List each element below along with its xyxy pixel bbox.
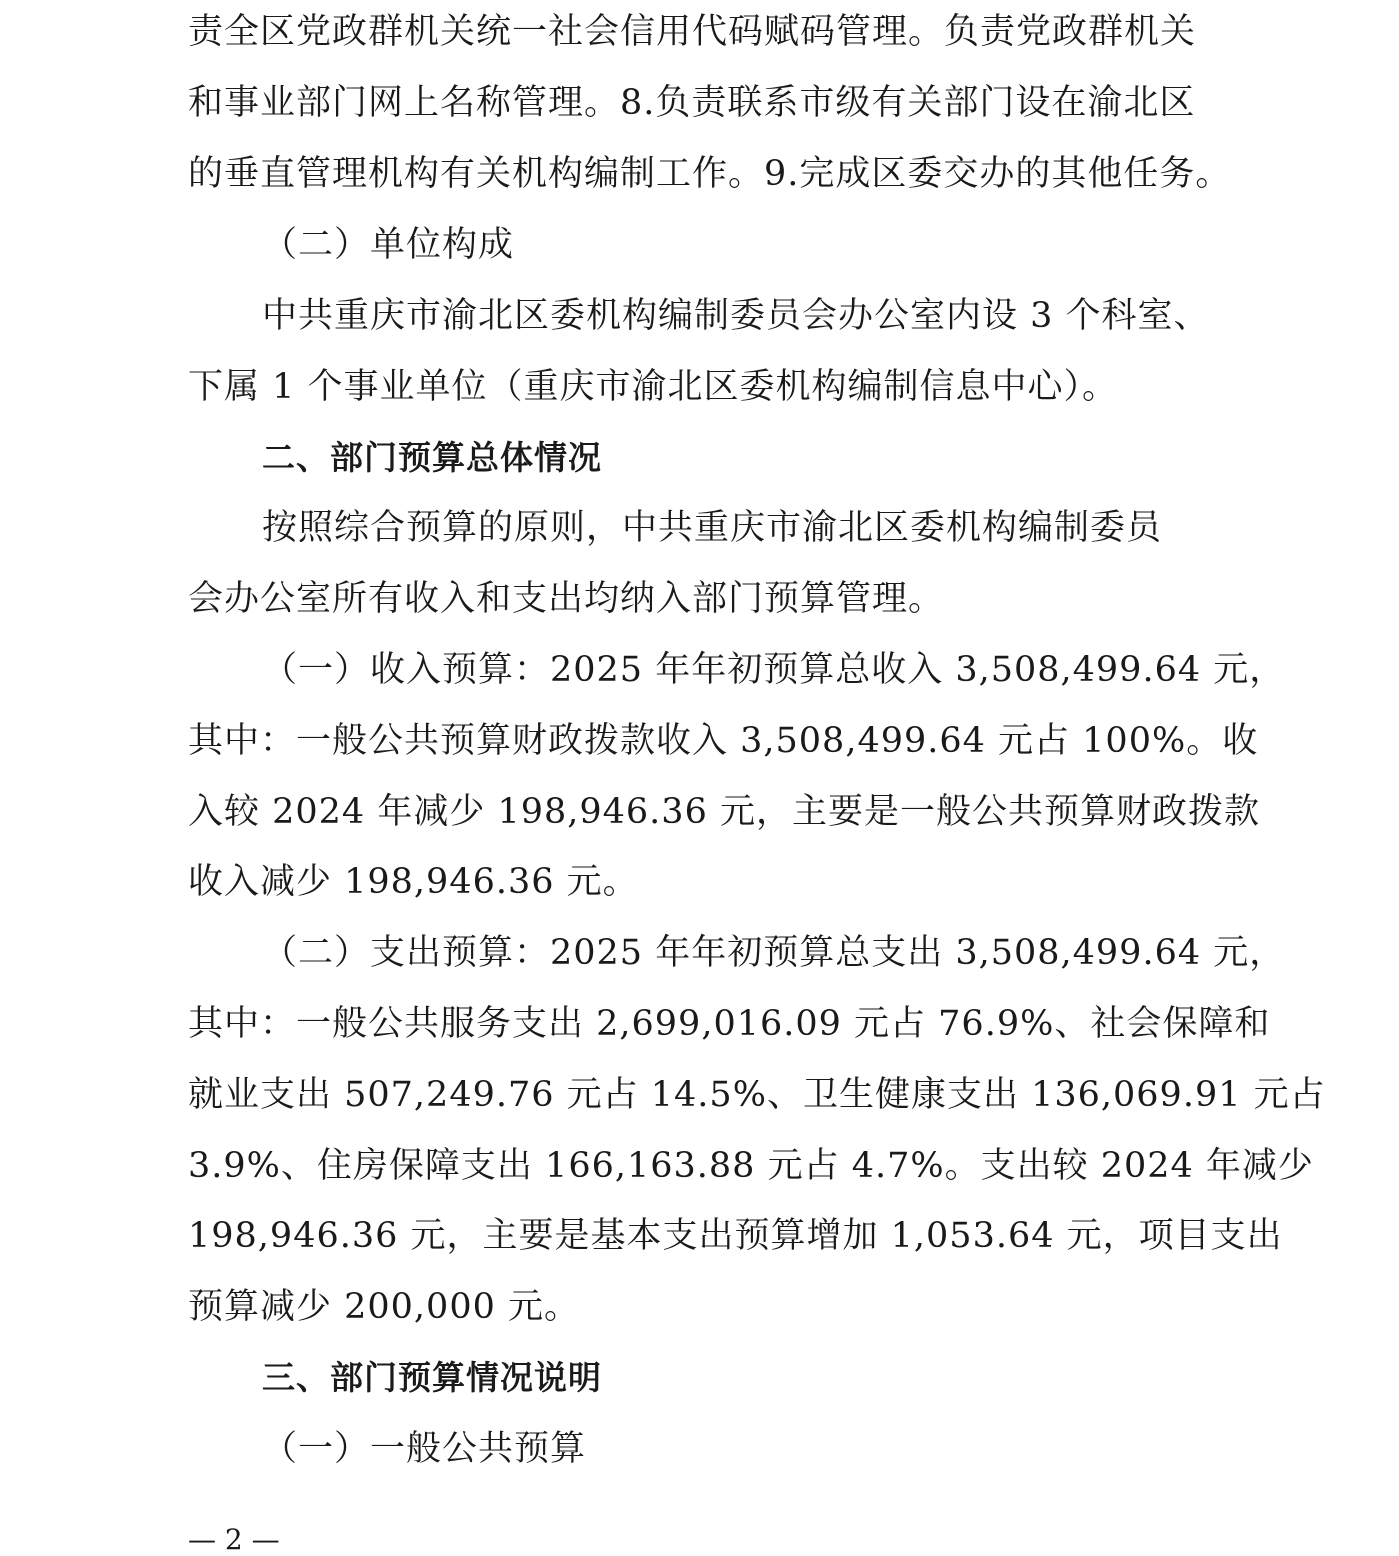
paragraph-line: 3.9%、住房保障支出 166,163.88 元占 4.7%。支出较 2024 年减少: [188, 1146, 1314, 1186]
paragraph-line: 下属 1 个事业单位（重庆市渝北区委机构编制信息中心）。: [188, 367, 1119, 407]
section-subheading: （二）单位构成: [262, 225, 515, 265]
paragraph-line: （二）支出预算：2025 年年初预算总支出 3,508,499.64 元，: [262, 933, 1286, 973]
section-subheading: （一）一般公共预算: [262, 1429, 587, 1469]
paragraph-line: 和事业部门网上名称管理。8.负责联系市级有关部门设在渝北区: [188, 83, 1196, 123]
paragraph-line: 其中：一般公共预算财政拨款收入 3,508,499.64 元占 100%。收: [188, 721, 1259, 761]
paragraph-line: 收入减少 198,946.36 元。: [188, 862, 639, 902]
paragraph-line: 中共重庆市渝北区委机构编制委员会办公室内设 3 个科室、: [262, 296, 1210, 336]
paragraph-line: 按照综合预算的原则，中共重庆市渝北区委机构编制委员: [262, 508, 1163, 548]
paragraph-line: 就业支出 507,249.76 元占 14.5%、卫生健康支出 136,069.91 元占: [188, 1075, 1326, 1115]
paragraph-line: 会办公室所有收入和支出均纳入部门预算管理。: [188, 579, 945, 619]
paragraph-line: 的垂直管理机构有关机构编制工作。9.完成区委交办的其他任务。: [188, 154, 1232, 194]
paragraph-line: 预算减少 200,000 元。: [188, 1287, 580, 1327]
paragraph-line: 入较 2024 年减少 198,946.36 元，主要是一般公共预算财政拨款: [188, 792, 1260, 832]
section-heading: 二、部门预算总体情况: [262, 438, 602, 477]
paragraph-line: 198,946.36 元，主要是基本支出预算增加 1,053.64 元，项目支出: [188, 1216, 1283, 1256]
paragraph-line: （一）收入预算：2025 年年初预算总收入 3,508,499.64 元，: [262, 650, 1286, 690]
page-number: — 2 —: [188, 1523, 280, 1556]
paragraph-line: 责全区党政群机关统一社会信用代码赋码管理。负责党政群机关: [188, 12, 1197, 52]
section-heading: 三、部门预算情况说明: [262, 1358, 602, 1397]
paragraph-line: 其中：一般公共服务支出 2,699,016.09 元占 76.9%、社会保障和: [188, 1004, 1271, 1044]
